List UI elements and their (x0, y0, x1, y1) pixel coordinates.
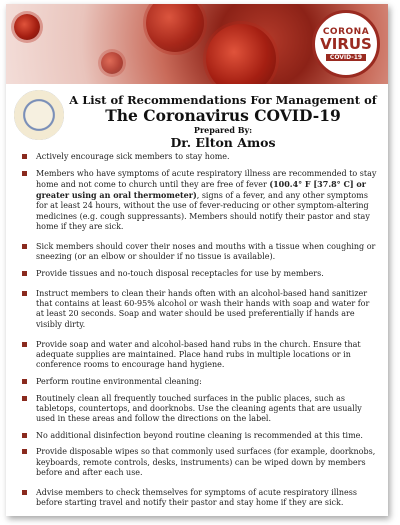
prepared-by: Prepared By: (193, 125, 253, 135)
recommendations-list (20, 152, 378, 515)
corona-virus-badge (312, 10, 380, 78)
badge-line1: CORONA (322, 27, 370, 37)
bullet-square-icon (22, 396, 27, 401)
list-item: Provide disposable wipes so that commonly used surfaces (for example, doorknobs, keyboards, remote controls, desks, instruments) can be wiped down by members before and after each use. (20, 447, 378, 478)
virus-image (14, 14, 40, 40)
virus-image (206, 24, 276, 84)
bullet-square-icon (22, 379, 27, 384)
list-item: Provide tissues and no-touch disposal receptacles for use by members. (20, 269, 378, 279)
list-item: Sick members should cover their noses and mouths with a tissue when coughing or sneezing (or an elbow or shoulder if no tissue is available). (20, 242, 378, 262)
organization-seal (14, 90, 64, 140)
bullet-square-icon (22, 433, 27, 438)
badge-line2: VIRUS (320, 35, 372, 53)
list-item: Members who have symptoms of acute respiratory illness are recommended to stay home and not come to church until they are free of fever (100.4° F [37.8° C] or greater using an oral thermometer), signs of a fever, and any other symptoms for at least 24 hours, without the use of fever-reducing or other symptom-altering medicines (e.g. cough suppressants). Members should notify their pastor and stay home if they are sick. (20, 169, 378, 232)
list-item: Provide soap and water and alcohol-based hand rubs in the church. Ensure that adequate supplies are maintained. Place hand rubs in multiple locations or in conference rooms to encourage hand hygiene. (20, 340, 378, 371)
bullet-square-icon (22, 449, 27, 454)
virus-image (101, 52, 123, 74)
list-item: Instruct members to clean their hands often with an alcohol-based hand sanitizer that contains at least 60-95% alcohol or wash their hands with soap and water for at least 20 seconds. Soap and water should be used preferentially if hands are visibly dirty. (20, 289, 378, 330)
bullet-square-icon (22, 490, 27, 495)
document-header (66, 93, 380, 150)
list-item: Perform routine environmental cleaning: (20, 377, 378, 387)
list-item: Routinely clean all frequently touched surfaces in the public places, such as tabletops, countertops, and doorknobs. Use the cleaning agents that are usually used in these areas and follow the directions on the label. (20, 394, 378, 425)
list-item: Actively encourage sick members to stay home. (20, 152, 378, 162)
title-line1: A List of Recommendations For Management of (69, 93, 377, 107)
bullet-square-icon (22, 154, 27, 159)
bullet-square-icon (22, 244, 27, 249)
document-page (6, 4, 388, 516)
list-item: Advise members to check themselves for symptoms of acute respiratory illness before starting travel and notify their pastor and stay home if they are sick. (20, 488, 378, 508)
list-item: No additional disinfection beyond routine cleaning is recommended at this time. (20, 431, 378, 441)
title-line2: The Coronavirus COVID-19 (105, 106, 341, 125)
bullet-square-icon (22, 342, 27, 347)
author-name: Dr. Elton Amos (170, 135, 276, 150)
badge-line3: COVID-19 (326, 54, 366, 61)
bullet-square-icon (22, 171, 27, 176)
coronavirus-banner (6, 4, 388, 84)
virus-image (146, 4, 204, 52)
bullet-square-icon (22, 291, 27, 296)
bullet-square-icon (22, 271, 27, 276)
